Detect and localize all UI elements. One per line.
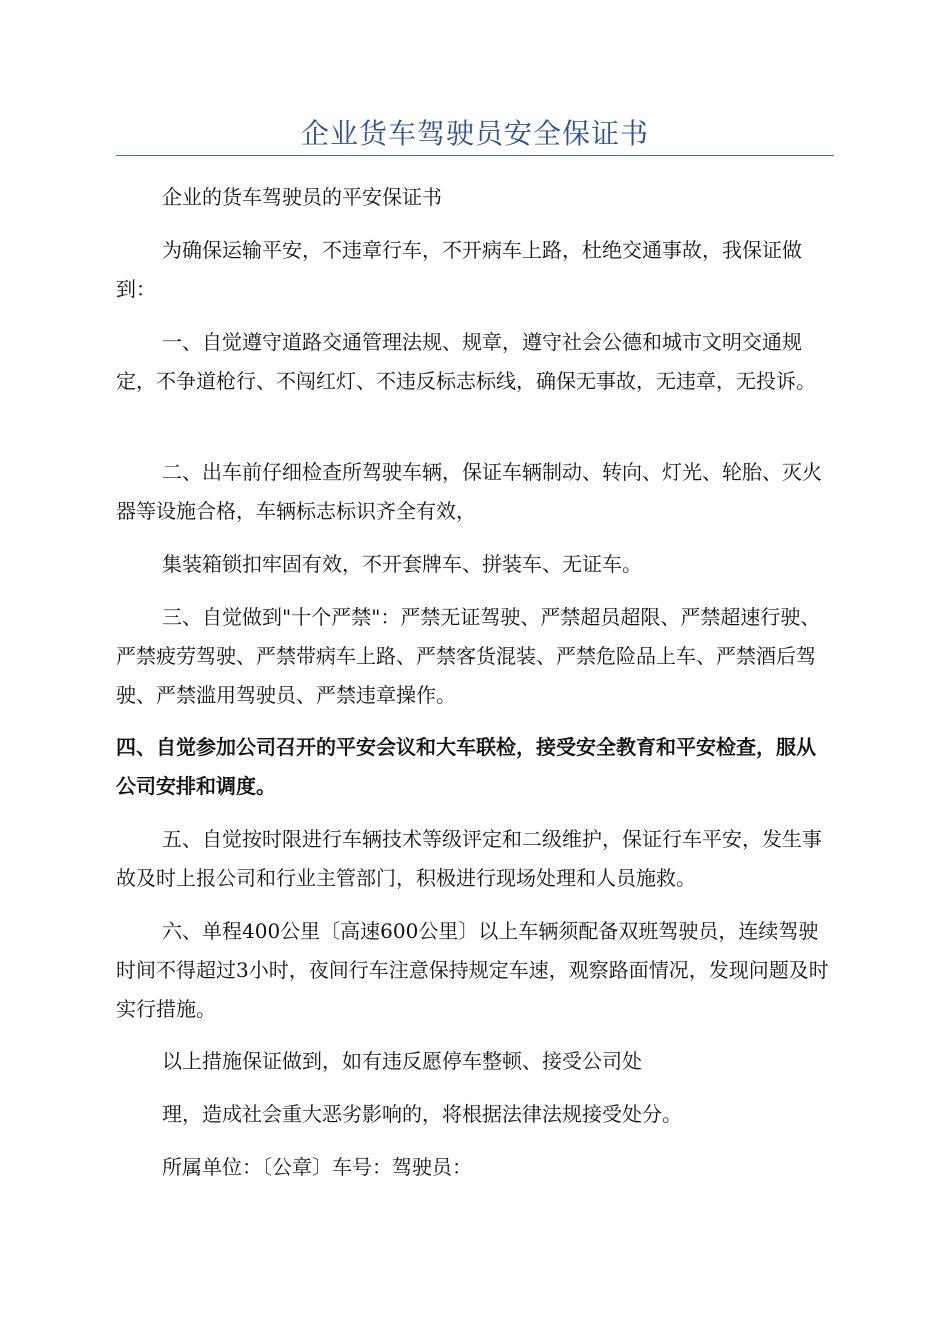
paragraph-item-2: 二、出车前仔细检查所驾驶车辆，保证车辆制动、转向、灯光、轮胎、灭火器等设施合格，车辆标志标识齐全有效， [116,460,822,523]
paragraph-item-6: 六、单程400公里〔高速600公里〕以上车辆须配备双班驾驶员，连续驾驶时间不得超过3小时，夜间行车注意保持规定车速，观察路面情况，发现问题及时实行措施。 [116,919,829,1021]
paragraph-item-3: 三、自觉做到"十个严禁"：严禁无证驾驶、严禁超员超限、严禁超速行驶、严禁疲劳驾驶、严禁带病车上路、严禁客货混装、严禁危险品上车、严禁酒后驾驶、严禁滥用驾驶员、严禁违章操作。 [116,605,821,707]
paragraph-closing-1: 以上措施保证做到，如有违反愿停车整顿、接受公司处 [162,1049,642,1073]
paragraph-item-1: 一、自觉遵守道路交通管理法规、规章，遵守社会公德和城市文明交通规定，不争道枪行、不闯红灯、不违反标志标线，确保无事故，无违章，无投诉。 [116,330,816,393]
paragraph-item-2-cont: 集装箱锁扣牢固有效，不开套牌车、拼装车、无证车。 [162,552,642,576]
paragraph-subtitle: 企业的货车驾驶员的平安保证书 [162,185,442,209]
paragraph-item-5: 五、自觉按时限进行车辆技术等级评定和二级维护，保证行车平安，发生事故及时上报公司和行业主管部门，积极进行现场处理和人员施救。 [116,827,822,890]
paragraph-signature: 所属单位：〔公章〕车号：驾驶员： [162,1155,472,1179]
paragraph-item-4: 四、自觉参加公司召开的平安会议和大车联检，接受安全教育和平安检查，服从公司安排和调度。 [116,735,816,798]
paragraph-closing-2: 理，造成社会重大恶劣影响的，将根据法律法规接受处分。 [162,1102,682,1126]
document-title: 企业货车驾驶员安全保证书 [300,117,649,150]
paragraph-intro: 为确保运输平安，不违章行车，不开病车上路，杜绝交通事故，我保证做到： [116,238,802,301]
title-divider [116,155,834,156]
